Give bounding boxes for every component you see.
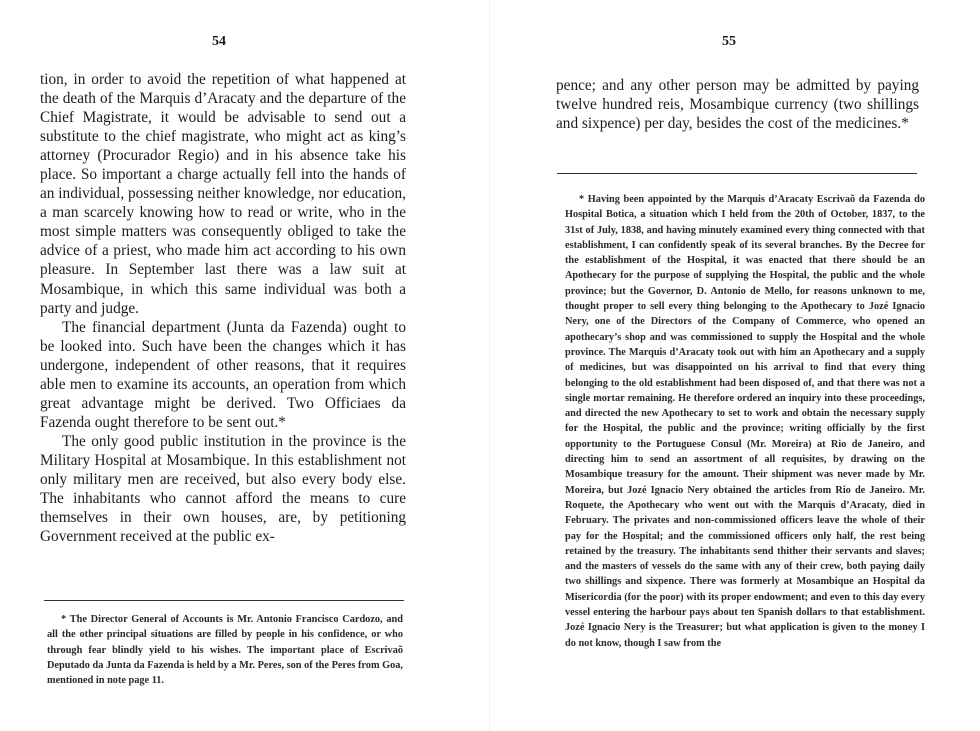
- paragraph: The financial department (Junta da Fazenda) ought to be looked into. Such have been the changes which it has undergone, independent of other reasons, that it requires able men to examine its accounts, an operation from which great advantage might be derived. Two Officiaes da Fazenda ought therefore to be sent out.*: [40, 318, 406, 431]
- footnote: [565, 192, 925, 651]
- footnote-divider: [557, 173, 917, 174]
- paragraph: The only good public institution in the province is the Military Hospital at Mosambique. In this establishment not only military men are received, but also every body else. The inhabitants who cannot afford the means to cure themselves in their own houses, are, by petitioning Government received at the public ex-: [40, 432, 406, 546]
- page-number: 55: [722, 34, 736, 49]
- footnote-text: * Having been appointed by the Marquis d’Aracaty Escrivaõ da Fazenda do Hospital Botica, a situation which I held from the 20th of October, 1837, to the 31st of July, 1838, and having minutely examined every thing connected with that establishment, I can confidently speak of its several branches. By the Decree for the establishment of the Hospital, it was enacted that there should be an Apothecary for the purpose of supplying the Hospital, the public and the whole province; but the Governor, D. Antonio de Mello, for reasons unknown to me, thought proper to sell every thing belonging to the Apothecary to Jozé Ignacio Nery, one of the Directors of the Company of Commerce, who opened an apothecary’s shop and was commissioned to supply the Hospital and the whole province. The Marquis d’Aracaty took out with him an Apothecary and a supply of medicines, but was disappointed on his arrival to find that every thing belonging to the old establishment had been disposed of, and that there was not a single mortar remaining. He therefore ordered an inquiry into these proceedings, and directed the new Apothecary to set to work and obtain the necessary supply for the Hospital, the public and the province; writing officially by the first opportunity to the Portuguese Consul (Mr. Moreira) at Rio de Janeiro, and directing him to send an assortment of all requisites, by drawing on the Mosambique treasury for the amount. Their shipment was never made by Mr. Moreira, but Jozé Ignacio Nery obtained the articles from Rio de Janeiro. Mr. Roquete, the Apothecary who went out with the Marquis d’Aracaty, died in February. The privates and non-commissioned officers leave the whole of their pay for the Hospital; and the commissioned officers only half, the rest being retained by the treasury. The inhabitants send thither their servants and slaves; and the masters of vessels do the same with any of their crew, both paying daily two shillings and sixpence. There was formerly at Mosambique an Hospital da Misericordia (for the poor) with its proper endowment; and even to this day every vessel entering the harbour pays about ten Spanish dollars to that establishment. Jozé Ignacio Nery is the Treasurer; but what application is given to the money I do not know, though I saw from the: [565, 194, 925, 649]
- right-page: [490, 0, 980, 731]
- footnote-text: * The Director General of Accounts is Mr. Antonio Francisco Cardozo, and all the other principal situations are filled by people in his confidence, or who through fear blindly yield to his wishes. The important place of Escrivaõ Deputado da Junta da Fazenda is held by a Mr. Peres, son of the Peres from Goa, mentioned in note page 11.: [47, 614, 403, 687]
- footnote: [47, 612, 403, 688]
- body-text: [556, 76, 919, 133]
- paragraph: pence; and any other person may be admitted by paying twelve hundred reis, Mosambique currency (two shillings and sixpence) per day, besides the cost of the medicines.*: [556, 77, 919, 133]
- body-text: [40, 70, 406, 546]
- page-number: 54: [212, 34, 226, 49]
- footnote-divider: [44, 600, 404, 601]
- paragraph: tion, in order to avoid the repetition of what happened at the death of the Marquis d’Aracaty and the departure of the Chief Magistrate, it would be advisable to send out a substitute to the chief magistrate, who might act as king’s attorney (Procurador Regio) and in his absence take his place. So important a charge actually fell into the hands of an individual, possessing neither knowledge, nor education, a man scarcely knowing how to read or write, who in the most simple matters was consequently obliged to take the advice of a priest, who made him act according to his own pleasure. In September last there was a law suit at Mosambique, in which this same individual was both a party and judge.: [40, 71, 406, 317]
